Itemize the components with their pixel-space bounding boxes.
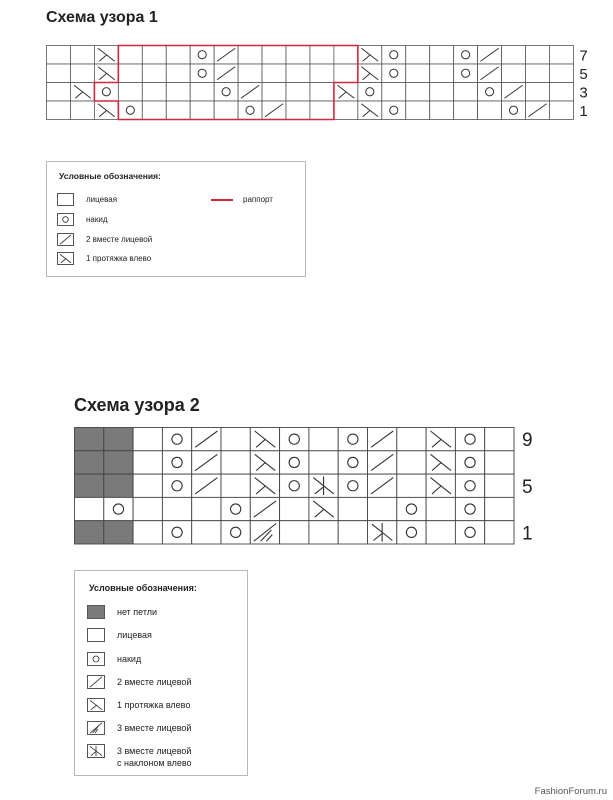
watermark: FashionForum.ru	[534, 786, 607, 797]
chart-cell	[133, 474, 162, 497]
no-stitch-cell	[75, 521, 104, 544]
chart-cell	[133, 451, 162, 474]
chart-cell	[455, 497, 484, 520]
chart-cell	[426, 521, 455, 544]
no-stitch-cell	[75, 451, 104, 474]
chart-cell	[221, 474, 250, 497]
chart-cell	[192, 497, 221, 520]
row-label-7: 7	[579, 47, 588, 65]
chart-cell	[397, 474, 426, 497]
chart-cell	[397, 428, 426, 451]
no-stitch-cell	[104, 474, 133, 497]
chart-cell	[309, 451, 338, 474]
no-stitch-cell	[75, 474, 104, 497]
legend-2-label-sk2p: 3 вместе лицевой с наклоном влево	[117, 746, 192, 768]
chart-cell	[280, 497, 309, 520]
legend-2-label-ssk: 1 протяжка влево	[117, 700, 191, 710]
legend-2-label-k2tog: 2 вместе лицевой	[117, 677, 192, 687]
legend-2-label-k3tog: 3 вместе лицевой	[117, 723, 192, 733]
legend-2-label-yo: накид	[117, 654, 142, 664]
scheme-2-title: Схема узора 2	[74, 395, 200, 415]
chart-cell	[426, 497, 455, 520]
chart-cell	[397, 451, 426, 474]
knit-symbol-icon	[87, 628, 105, 642]
legend-2-title: Условные обозначения:	[89, 583, 197, 593]
yarn-over-icon	[87, 652, 105, 666]
chart-cell	[455, 428, 484, 451]
row-label-9: 9	[522, 430, 533, 452]
chart-cell	[221, 428, 250, 451]
chart-cell	[162, 497, 191, 520]
no-stitch-cell	[104, 451, 133, 474]
sk2p-symbol-icon	[87, 744, 105, 758]
scheme-2-legend	[74, 570, 248, 776]
chart-cell	[104, 497, 133, 520]
chart-cell	[485, 428, 514, 451]
legend-2-label-none: нет петли	[117, 607, 158, 617]
chart-cell	[280, 451, 309, 474]
chart-cell	[162, 521, 191, 544]
legend-1-label-yo: накид	[86, 215, 108, 224]
chart-cell	[485, 451, 514, 474]
row-label-5: 5	[522, 476, 533, 498]
k3tog-symbol-icon	[87, 721, 105, 735]
chart-cell	[368, 497, 397, 520]
row-label-5: 5	[579, 65, 588, 83]
chart-cell	[133, 521, 162, 544]
row-label-1: 1	[579, 102, 588, 120]
chart-cell	[221, 451, 250, 474]
no-stitch-cell	[104, 428, 133, 451]
chart-cell	[192, 521, 221, 544]
chart-cell	[280, 428, 309, 451]
chart-cell	[485, 474, 514, 497]
chart-cell	[280, 521, 309, 544]
legend-2-label-knit: лицевая	[117, 630, 152, 640]
chart-cell	[338, 497, 367, 520]
chart-cell	[338, 474, 367, 497]
chart-cell	[221, 521, 250, 544]
chart-cell	[338, 451, 367, 474]
no-stitch-cell	[75, 428, 104, 451]
legend-1-label-k2tog: 2 вместе лицевой	[86, 235, 153, 244]
row-label-1: 1	[522, 523, 533, 545]
chart-cell	[338, 428, 367, 451]
ssk-symbol-icon	[87, 698, 105, 712]
chart-cell	[455, 521, 484, 544]
legend-1-label-knit: лицевая	[86, 195, 118, 204]
chart-cell	[309, 521, 338, 544]
chart-cell	[485, 521, 514, 544]
no-stitch-cell	[104, 521, 133, 544]
chart-cell	[485, 497, 514, 520]
chart-cell	[133, 428, 162, 451]
chart-cell	[455, 451, 484, 474]
chart-cell	[309, 428, 338, 451]
legend-1-label-ssk: 1 протяжка влево	[86, 254, 152, 263]
legend-1-title: Условные обозначения:	[59, 171, 161, 181]
no-stitch-icon	[87, 605, 105, 619]
legend-1-label-repeat: раппорт	[243, 195, 273, 204]
chart-cell	[133, 497, 162, 520]
chart-cell	[455, 474, 484, 497]
chart-cell	[221, 497, 250, 520]
chart-cell	[75, 497, 104, 520]
chart-cell	[338, 521, 367, 544]
chart-cell	[280, 474, 309, 497]
k2tog-symbol-icon	[87, 675, 105, 689]
chart-cell	[162, 451, 191, 474]
scheme-1-title: Схема узора 1	[46, 9, 158, 26]
row-label-3: 3	[579, 84, 588, 102]
chart-cell	[162, 474, 191, 497]
chart-cell	[397, 497, 426, 520]
chart-cell	[162, 428, 191, 451]
chart-cell	[397, 521, 426, 544]
